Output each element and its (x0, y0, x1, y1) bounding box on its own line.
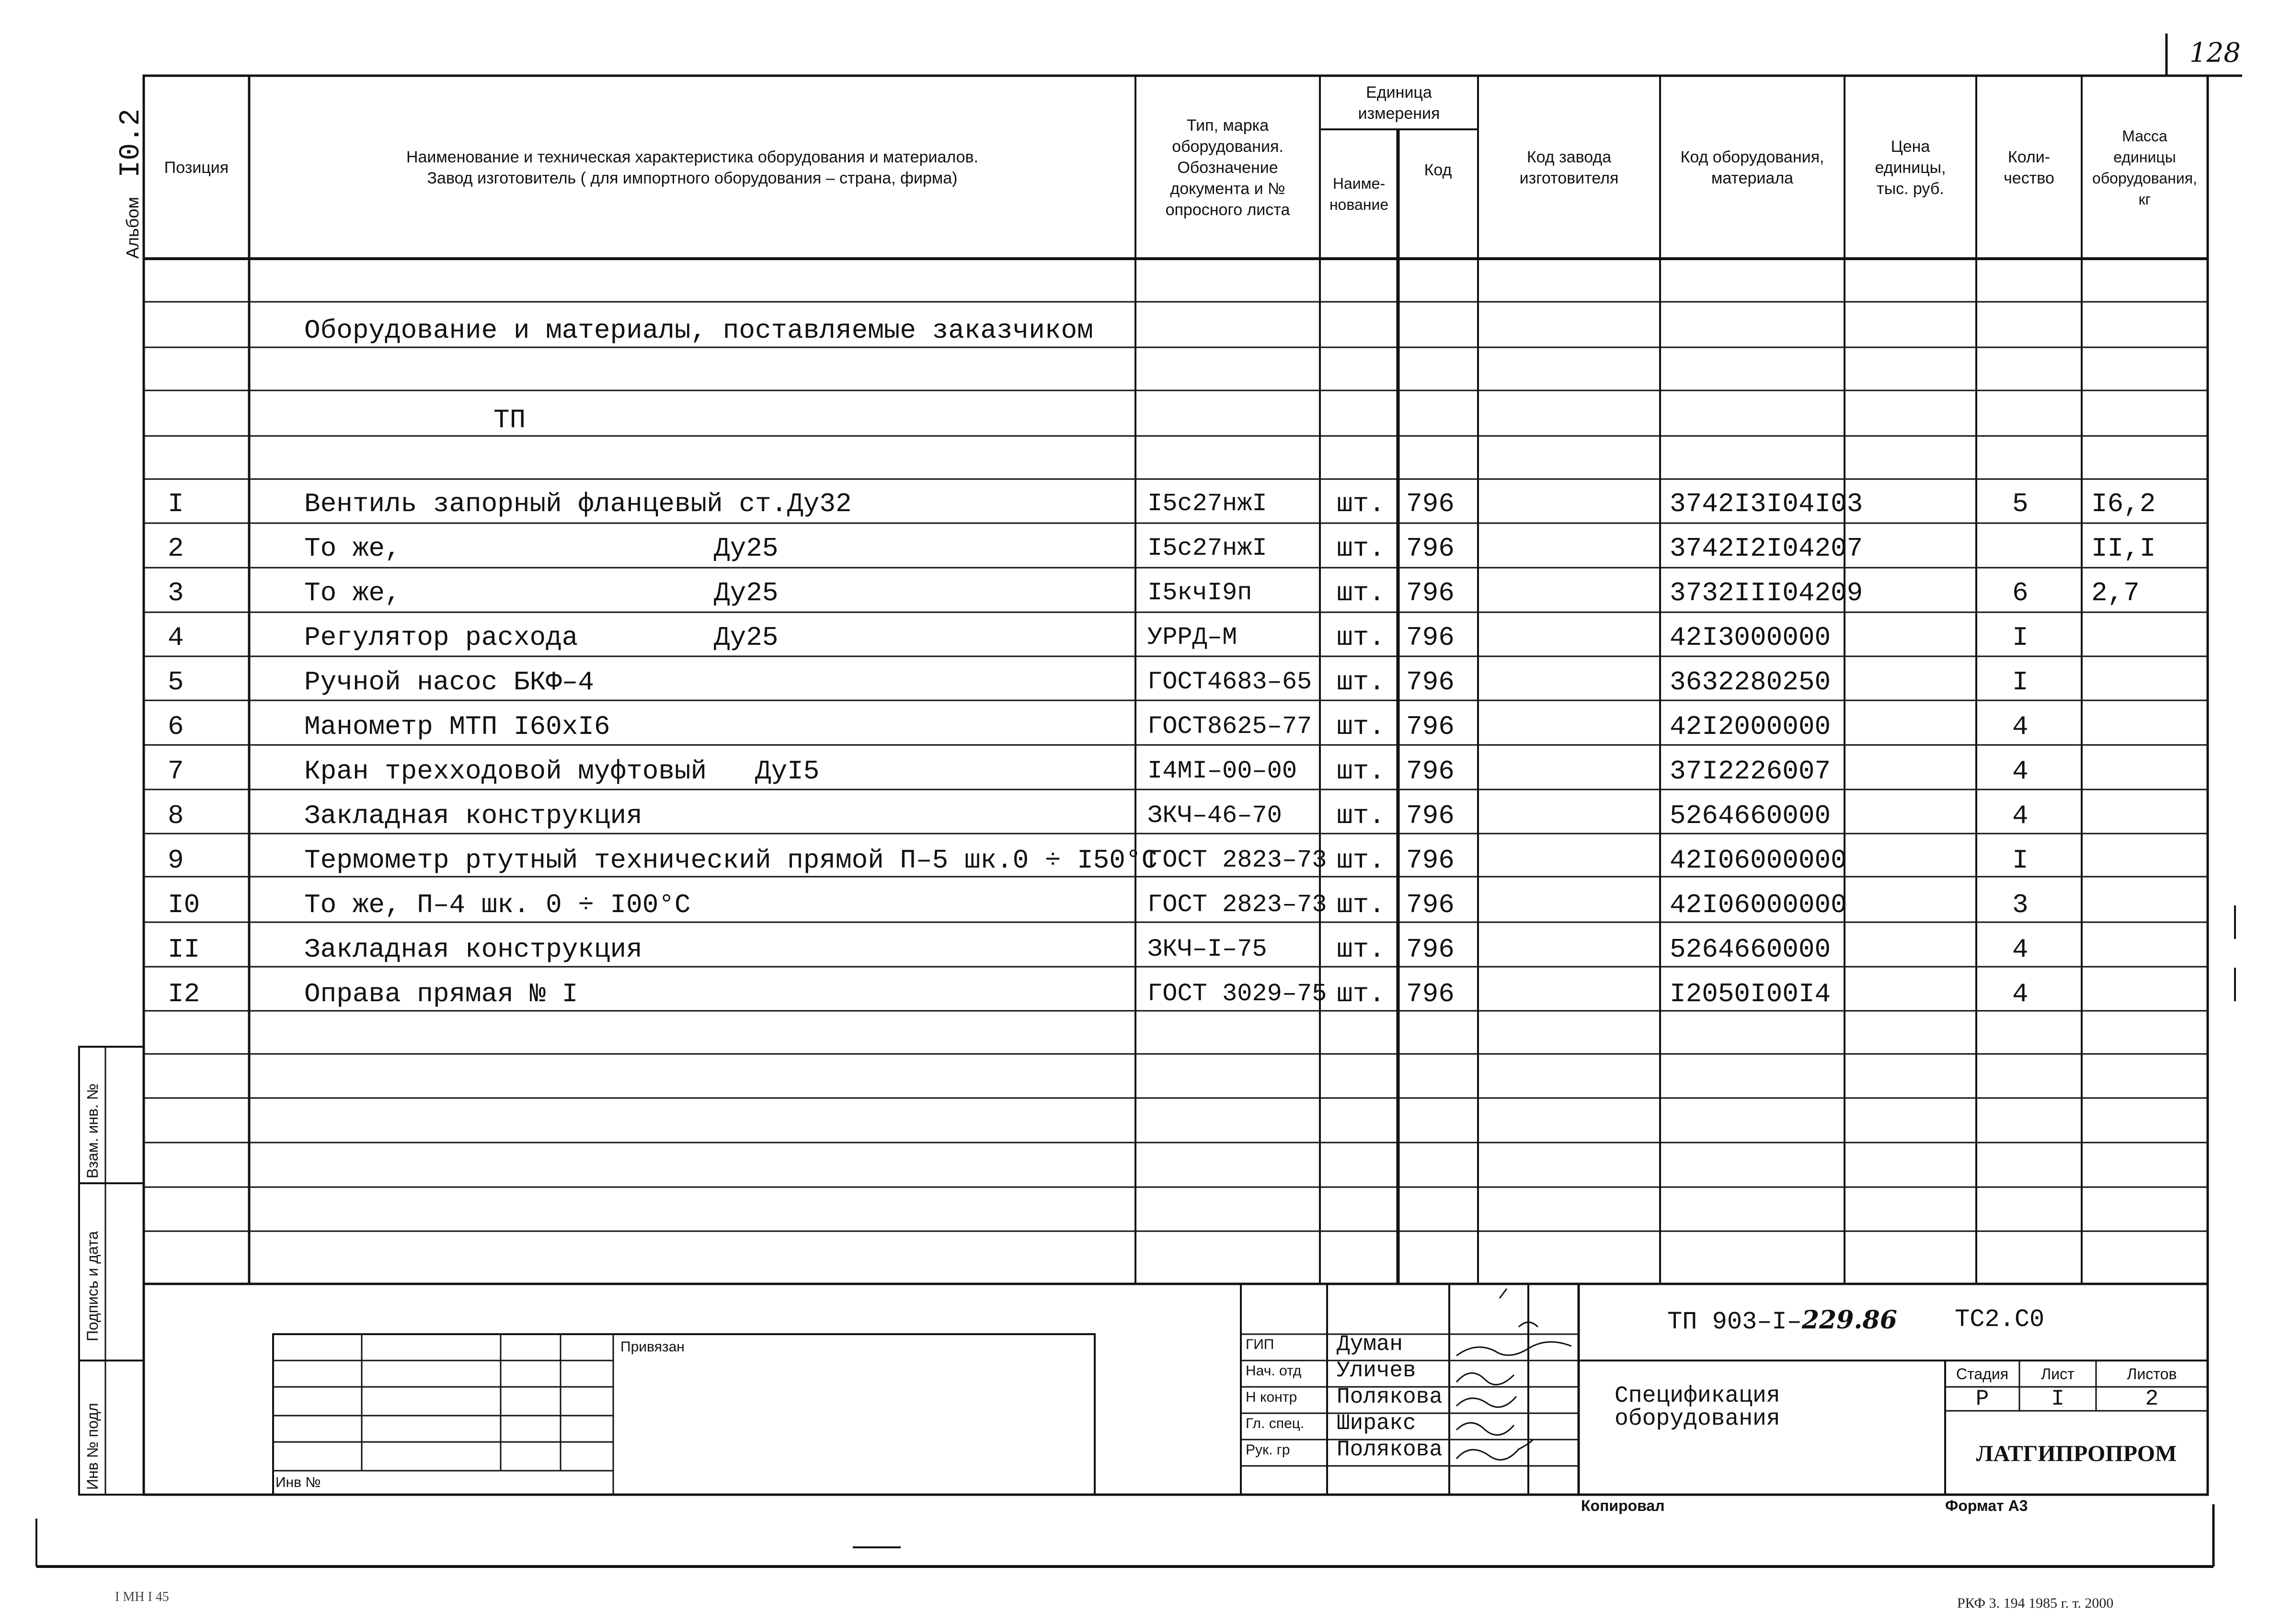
row-name: Ручной насос БКФ–4 (304, 667, 594, 698)
format-label: Формат А3 (1945, 1497, 2028, 1514)
row-name: Манометр МТП I60хI6 (304, 711, 610, 742)
row-type: ГОСТ4683–65 (1147, 668, 1312, 696)
row-name-extra: Ду25 (714, 533, 779, 564)
footer-left: I МН I 45 (115, 1590, 169, 1604)
row-position: 6 (168, 711, 184, 742)
row-position: 5 (168, 667, 184, 698)
signature-name: Полякова (1337, 1384, 1443, 1409)
inv-label: Инв № (275, 1475, 321, 1490)
row-equipment-code: 3732III04209 (1670, 578, 1863, 608)
doc-code (1667, 1305, 1897, 1336)
header-equipment-code: Код оборудования, материала (1680, 148, 1824, 187)
row-position: I (168, 489, 184, 519)
row-unit-code: 796 (1406, 622, 1455, 653)
signature-role: Гл. спец. (1246, 1416, 1305, 1431)
row-quantity: I (2012, 622, 2028, 653)
row-type: I5с27нжI (1147, 490, 1267, 518)
row-quantity: 6 (2012, 578, 2028, 608)
row-name-extra: Ду25 (714, 622, 779, 653)
row-type: I5кчI9п (1147, 579, 1252, 607)
page-number: 128 (2189, 37, 2241, 69)
sheets-value: 2 (2145, 1386, 2159, 1411)
footer-right: РКФ 3. 194 1985 г. т. 2000 (1957, 1595, 2114, 1611)
row-quantity: 4 (2012, 934, 2028, 965)
signature-name: Ширакс (1337, 1411, 1416, 1436)
row-quantity: 4 (2012, 801, 2028, 831)
row-position: 4 (168, 622, 184, 653)
row-unit-code: 796 (1406, 890, 1455, 920)
row-name: То же, П–4 шк. 0 ÷ I00°С (304, 890, 691, 920)
row-type: I4МI–00–00 (1147, 757, 1297, 785)
row-type: I5с27нжI (1147, 534, 1267, 562)
row-equipment-code: 3632280250 (1670, 667, 1831, 698)
row-unit-code: 796 (1406, 845, 1455, 876)
row-quantity: I (2012, 667, 2028, 698)
row-mass: 2,7 (2091, 578, 2140, 608)
row-equipment-code: 37I2226007 (1670, 756, 1831, 787)
row-equipment-code: 42I2000000 (1670, 711, 1831, 742)
signature-role: Нач. отд (1246, 1363, 1302, 1379)
row-unit: шт. (1337, 711, 1385, 742)
section-title: Оборудование и материалы, поставляемые заказчиком (304, 315, 1093, 346)
row-position: 2 (168, 533, 184, 564)
row-unit: шт. (1337, 934, 1385, 965)
row-name: Вентиль запорный фланцевый ст.Ду32 (304, 489, 852, 519)
header-type: Тип, марка оборудования. Обозначение документа и № опросного листа (1165, 116, 1290, 219)
row-name: Закладная конструкция (304, 934, 642, 965)
sheet-label: Лист (2041, 1365, 2074, 1383)
album-label (115, 109, 148, 259)
row-quantity: 4 (2012, 979, 2028, 1009)
doc-mark: ТС2.С0 (1955, 1305, 2045, 1334)
signature-name: Думан (1337, 1332, 1403, 1357)
row-position: 8 (168, 801, 184, 831)
header-mass: Масса единицы оборудования, кг (2092, 127, 2197, 208)
row-type: ЗКЧ–46–70 (1147, 801, 1282, 830)
row-unit: шт. (1337, 845, 1385, 876)
signature-role: ГИП (1246, 1337, 1274, 1352)
row-equipment-code: 3742I3I04I03 (1670, 489, 1863, 519)
sheets-label: Листов (2127, 1365, 2177, 1383)
stage-label: Стадия (1956, 1365, 2009, 1383)
row-equipment-code: 42I06000000 (1670, 890, 1847, 920)
row-equipment-code: 5264660000 (1670, 801, 1831, 831)
row-type: ГОСТ 2823–73 (1147, 846, 1327, 874)
row-position: II (168, 934, 200, 965)
row-unit-code: 796 (1406, 756, 1455, 787)
row-name: Оправа прямая № I (304, 979, 578, 1009)
signature-name: Уличев (1337, 1358, 1416, 1383)
row-equipment-code: 3742I2I04207 (1670, 533, 1863, 564)
header-quantity: Коли- чество (2004, 148, 2054, 187)
row-mass: II,I (2091, 533, 2156, 564)
row-unit-code: 796 (1406, 578, 1455, 608)
row-type: ГОСТ8625–77 (1147, 712, 1312, 741)
row-quantity: 4 (2012, 756, 2028, 787)
row-position: I0 (168, 890, 200, 920)
row-unit-code: 796 (1406, 533, 1455, 564)
side-stamp-podpis: Подпись и дата (84, 1231, 101, 1341)
row-equipment-code: 5264660000 (1670, 934, 1831, 965)
row-unit-code: 796 (1406, 801, 1455, 831)
row-unit-code: 796 (1406, 979, 1455, 1009)
row-equipment-code: 42I06000000 (1670, 845, 1847, 876)
row-unit-code: 796 (1406, 489, 1455, 519)
row-name: То же, (304, 578, 401, 608)
doc-code-printed: ТП 903–I– (1667, 1308, 1802, 1336)
doc-title: Спецификация оборудования (1615, 1383, 1780, 1432)
header-unit-name: Наиме- нование (1329, 175, 1389, 213)
header-position: Позиция (164, 159, 229, 177)
row-position: 7 (168, 756, 184, 787)
side-stamp-inv: Инв № подл (84, 1403, 101, 1490)
row-unit: шт. (1337, 801, 1385, 831)
row-position: 9 (168, 845, 184, 876)
row-mass: I6,2 (2091, 489, 2156, 519)
row-quantity: I (2012, 845, 2028, 876)
row-unit: шт. (1337, 578, 1385, 608)
row-unit: шт. (1337, 979, 1385, 1009)
header-price: Цена единицы, тыс. руб. (1875, 137, 1946, 198)
organization-name: ЛАТГИПРОПРОМ (1976, 1441, 2177, 1466)
album-label-text: Альбом (123, 196, 142, 259)
signature-role: Н контр (1246, 1389, 1297, 1405)
doc-code-handwritten: 229.86 (1801, 1305, 1897, 1335)
row-unit-code: 796 (1406, 934, 1455, 965)
row-name: Закладная конструкция (304, 801, 642, 831)
signature-role: Рук. гр (1246, 1442, 1290, 1458)
row-type: УРРД–М (1147, 623, 1238, 652)
privyazan-label: Привязан (620, 1339, 685, 1355)
signature-name: Полякова (1337, 1437, 1443, 1462)
row-name: То же, (304, 533, 401, 564)
row-unit: шт. (1337, 667, 1385, 698)
header-unit-code: Код (1424, 161, 1452, 179)
row-quantity: 4 (2012, 711, 2028, 742)
header-unit: Единица измерения (1358, 83, 1440, 123)
album-number: I0.2 (115, 108, 148, 178)
row-name: Кран трехходовой муфтовый ДуI5 (304, 756, 820, 787)
row-name: Регулятор расхода (304, 622, 578, 653)
row-name: Термометр ртутный технический прямой П–5 шк.0 ÷ I50°С (304, 845, 1158, 876)
row-unit: шт. (1337, 489, 1385, 519)
header-factory-code: Код завода изготовителя (1519, 148, 1619, 187)
row-unit: шт. (1337, 756, 1385, 787)
row-unit: шт. (1337, 533, 1385, 564)
row-type: ЗКЧ–I–75 (1147, 935, 1267, 963)
side-stamp-vzam: Взам. инв. № (84, 1083, 101, 1178)
row-type: ГОСТ 3029–75 (1147, 980, 1327, 1008)
row-position: 3 (168, 578, 184, 608)
row-unit-code: 796 (1406, 667, 1455, 698)
subsection-title: ТП (493, 405, 526, 435)
row-name-extra: Ду25 (714, 578, 779, 608)
row-quantity: 3 (2012, 890, 2028, 920)
row-unit: шт. (1337, 890, 1385, 920)
row-unit: шт. (1337, 622, 1385, 653)
header-name: Наименование и техническая характеристика оборудования и материалов. Завод изготовитель ( для импортного оборудования – страна, фирма) (406, 148, 979, 187)
copied-label: Копировал (1581, 1497, 1665, 1514)
row-equipment-code: 42I3000000 (1670, 622, 1831, 653)
row-quantity: 5 (2012, 489, 2028, 519)
sheet-value: I (2051, 1386, 2064, 1411)
row-type: ГОСТ 2823–73 (1147, 891, 1327, 919)
row-position: I2 (168, 979, 200, 1009)
row-equipment-code: I2050I00I4 (1670, 979, 1831, 1009)
stage-value: Р (1975, 1386, 1989, 1411)
row-unit-code: 796 (1406, 711, 1455, 742)
